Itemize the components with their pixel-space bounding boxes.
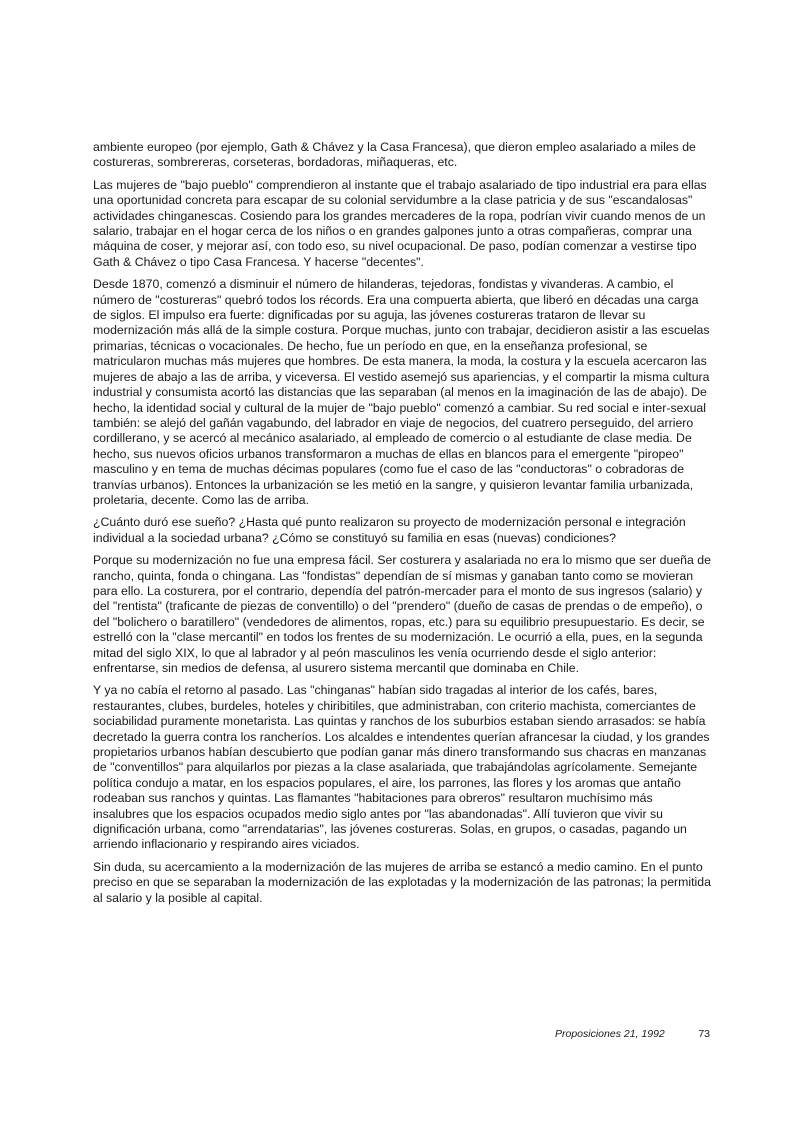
- paragraph-5: Porque su modernización no fue una empresa fácil. Ser costurera y asalariada no era lo mismo que ser dueña de rancho, quinta, fonda o chingana. Las "fondistas" dependían de sí mismas y ganaban tanto como se movieran para ello. La costurera, por el contrario, dependía del patrón-mercader para el monto de sus ingresos (salario) y del "rentista" (traficante de piezas de conventillo) o del "prendero" (dueño de casas de prendas o de empeño), o del "bolichero o baratillero" (vendedores de alimentos, ropas, etc.) para su equilibrio presupuestario. Es decir, se estrelló con la "clase mercantil" en todos los frentes de su modernización. Le ocurrió a ella, pues, en la segunda mitad del siglo XIX, lo que al labrador y al peón masculinos les venía ocurriendo desde el siglo anterior: enfrentarse, sin medios de defensa, al usurero sistema mercantil que dominaba en Chile.: [93, 553, 711, 675]
- page-number: 73: [698, 1028, 710, 1040]
- paragraph-4: ¿Cuánto duró ese sueño? ¿Hasta qué punto realizaron su proyecto de modernización personal e integración individual a la sociedad urbana? ¿Cómo se constituyó su familia en esas (nuevas) condiciones?: [93, 515, 686, 545]
- paragraph-1: ambiente europeo (por ejemplo, Gath & Chávez y la Casa Francesa), que dieron empleo asalariado a miles de costureras, sombrereras, corseteras, bordadoras, miñaqueras, etc.: [93, 140, 696, 170]
- page-footer: [555, 1028, 710, 1040]
- journal-citation: Proposiciones 21, 1992: [555, 1028, 665, 1040]
- paragraph-6: Y ya no cabía el retorno al pasado. Las "chinganas" habían sido tragadas al interior de los cafés, bares, restaurantes, clubes, burdeles, hoteles y chiribitiles, que administraban, con criterio machista, comerciantes de sociabilidad puramente monetarista. Las quintas y ranchos de los suburbios estaban siendo arrasados: se había decretado la guerra contra los rancheríos. Los alcaldes e intendentes querían afrancesar la ciudad, y los grandes propietarios urbanos habían descubierto que podían ganar más dinero transformando sus chacras en manzanas de "conventillos" para alquilarlos por piezas a la clase asalariada, que trabajándolas agrícolamente. Semejante política condujo a matar, en los espacios populares, el aire, los parrones, las flores y los aromas que antaño rodeaban sus ranchos y quintas. Las flamantes "habitaciones para obreros" resultaron muchísimo más insalubres que los espacios ocupados medio siglo antes por "las abandonadas". Allí tuvieron que vivir su dignificación urbana, como "arrendatarias", las jóvenes costureras. Solas, en grupos, o casadas, pagando un arriendo inflacionario y respirando aires viciados.: [93, 683, 710, 852]
- paragraph-2: Las mujeres de "bajo pueblo" comprendieron al instante que el trabajo asalariado de tipo industrial era para ellas una oportunidad concreta para escapar de su colonial servidumbre a la clase patricia y de sus "escandalosas" actividades chinganescas. Cosiendo para los grandes mercaderes de la ropa, podrían vivir cuando menos de un salario, trabajar en el hogar cerca de los niños o en grandes galpones junto a otras compañeras, comprar una máquina de coser, y mejorar así, con todo eso, su nivel ocupacional. De paso, podían comenzar a vestirse tipo Gath & Chávez o tipo Casa Francesa. Y hacerse "decentes".: [93, 177, 707, 269]
- paragraph-3: Desde 1870, comenzó a disminuir el número de hilanderas, tejedoras, fondistas y vivanderas. A cambio, el número de "costureras" quebró todos los récords. Era una compuerta abierta, que liberó en décadas una carga de siglos. El impulso era fuerte: dignificadas por su aguja, las jóvenes costureras trataron de llevar su modernización más allá de la simple costura. Porque muchas, junto con trabajar, decidieron asistir a las escuelas primarias, técnicas o vocacionales. De hecho, fue un período en que, en la enseñanza profesional, se matricularon muchas más mujeres que hombres. De esta manera, la moda, la costura y la escuela acercaron las mujeres de abajo a las de arriba, y viceversa. El vestido asemejó sus apariencias, y el compartir la misma cultura industrial y consumista acortó las distancias que las separaban (al menos en la imaginación de las de abajo). De hecho, la identidad social y cultural de la mujer de "bajo pueblo" comenzó a cambiar. Su red social e inter-sexual también: se alejó del gañán vagabundo, del labrador en viaje de negocios, del cuatrero perseguido, del arriero cordillerano, y se acercó al mecánico asalariado, al empleado de comercio o al estudiante de clase media. De hecho, sus nuevos oficios urbanos transformaron a muchas de ellas en blancos para el emergente "piropeo" masculino y en tema de muchas décimas populares (como fue el caso de las "conductoras" o cobradoras de tranvías urbanos). Entonces la urbanización se les metió en la sangre, y quisieron levantar familia urbanizada, proletaria, decente. Como las de arriba.: [93, 277, 710, 507]
- document-body: [93, 140, 711, 913]
- paragraph-7: Sin duda, su acercamiento a la modernización de las mujeres de arriba se estancó a medio camino. En el punto preciso en que se separaban la modernización de las explotadas y la modernización de las patronas; la permitida al salario y la posible al capital.: [93, 859, 711, 905]
